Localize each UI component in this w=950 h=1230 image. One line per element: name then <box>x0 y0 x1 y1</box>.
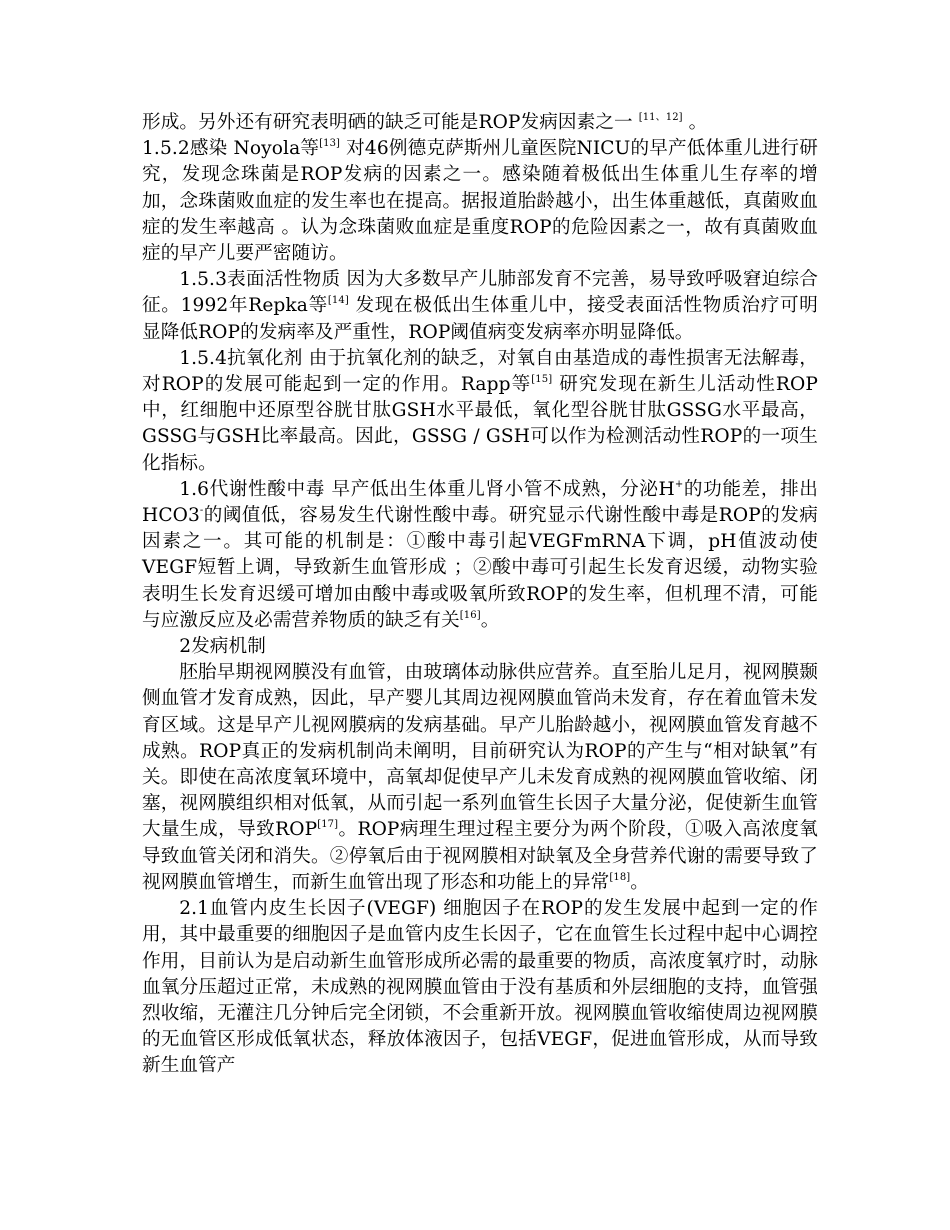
section-heading <box>142 634 818 660</box>
text-run: 研究发现在新生儿活动性ROP中，红细胞中还原型谷胱甘肽GSH水平最低，氧化型谷胱甘肽GSSG水平最高，GSSG与GSH比率最高。因此，GSSG / GSH可以作为检测活动性ROP的一项生化指标。 <box>142 374 818 474</box>
text-run: 1.5.3表面活性物质 因为大多数早产儿肺部发育不完善，易导致呼吸窘迫综合征。1992年Repka等 <box>142 269 818 317</box>
text-run: 1.5.2感染 Noyola等 <box>142 138 320 160</box>
citation-ref: [13] <box>319 138 341 150</box>
superscript-charge: + <box>674 478 684 490</box>
text-run: 2.1血管内皮生长因子(VEGF) 细胞因子在ROP的发生发展中起到一定的作用，其中最重要的细胞因子是血管内皮生长因子，它在血管生长过程中起中心调控作用，目前认为是启动新生血管形成所必需的最重要的物质，高浓度氧疗时，动脉血氧分压超过正常，未成熟的视网膜血管由于没有基质和外层细胞的支持，血管强烈收缩，无灌注几分钟后完全闭锁，不会重新开放。视网膜血管收缩使周边视网膜的无血管区形成低氧状态，释放体液因子，包括VEGF，促进血管形成，从而导致新生血管产 <box>142 898 818 1077</box>
text-run: 。 <box>480 609 500 631</box>
text-run: 形成。另外还有研究表明硒的缺乏可能是ROP发病因素之一 <box>142 112 639 133</box>
paragraph-infection <box>142 136 818 267</box>
text-run: 。 <box>630 871 649 893</box>
paragraph-mechanism <box>142 660 818 896</box>
text-run: 。ROP病理生理过程主要分为两个阶段，①吸入高浓度氧导致血管关闭和消失。②停氧后由于视网膜相对缺氧及全身营养代谢的需要导致了视网膜血管增生，而新生血管出现了形态和功能上的异常 <box>142 819 818 893</box>
paragraph-surfactant <box>142 267 818 346</box>
paragraph-selenium <box>142 110 818 136</box>
text-run: 胚胎早期视网膜没有血管，由玻璃体动脉供应营养。直至胎儿足月，视网膜颞侧血管才发育成熟，因此，早产婴儿其周边视网膜血管尚未发育，存在着血管未发育区域。这是早产儿视网膜病的发病基础。早产儿胎龄越小，视网膜血管发育越不成熟。ROP真正的发病机制尚未阐明，目前研究认为ROP的产生与“相对缺氧”有关。即使在高浓度氧环境中，高氧却促使早产儿未发育成熟的视网膜血管收缩、闭塞，视网膜组织相对低氧，从而引起一系列血管生长因子大量分泌，促使新生血管大量生成，导致ROP <box>142 662 818 841</box>
heading-text: 2发病机制 <box>179 636 266 658</box>
text-run: 发现在极低出生体重儿中，接受表面活性物质治疗可明显降低ROP的发病率及严重性，ROP阈值病变发病率亦明显降低。 <box>142 295 818 343</box>
text-run: 的功能差，排出HCO3 <box>142 478 819 527</box>
text-run: 对46例德克萨斯州儿童医院NICU的早产低体重儿进行研究，发现念珠菌是ROP发病的因素之一。感染随着极低出生体重儿生存率的增加，念珠菌败血症的发生率也在提高。据报道胎龄越小，出生体重越低，真菌败血症的发生率越高 。认为念珠菌败血症是重度ROP的危险因素之一，故有真菌败血症的早产儿要严密随访。 <box>142 138 818 265</box>
text-run: 1.6代谢性酸中毒 早产低出生体重儿肾小管不成熟，分泌H <box>179 478 675 500</box>
citation-ref: [17] <box>317 819 339 831</box>
citation-ref: [14] <box>327 295 349 307</box>
text-run: 的阈值低，容易发生代谢性酸中毒。研究显示代谢性酸中毒是ROP的发病因素之一。其可能的机制是：①酸中毒引起VEGFmRNA下调，pH值波动使VEGF短暂上调，导致新生血管形成 ；②酸中毒可引起生长发育迟缓，动物实验表明生长发育迟缓可增加由酸中毒或吸氧所致ROP的发生率，但机理不清，可能与应激反应及必需营养物质的缺乏有关 <box>142 505 818 631</box>
citation-ref: [11、12] <box>638 112 683 123</box>
citation-ref: [16] <box>459 609 481 621</box>
document-body <box>142 110 818 1080</box>
text-run: 1.5.4抗氧化剂 由于抗氧化剂的缺乏，对氧自由基造成的毒性损害无法解毒，对ROP的发展可能起到一定的作用。Rapp等 <box>142 347 818 396</box>
superscript-charge: - <box>199 505 204 517</box>
citation-ref: [15] <box>531 374 553 386</box>
paragraph-acidosis <box>142 477 818 634</box>
text-run: 。 <box>682 112 708 133</box>
paragraph-vegf <box>142 896 818 1079</box>
paragraph-antioxidant <box>142 346 818 477</box>
citation-ref: [18] <box>609 871 631 883</box>
